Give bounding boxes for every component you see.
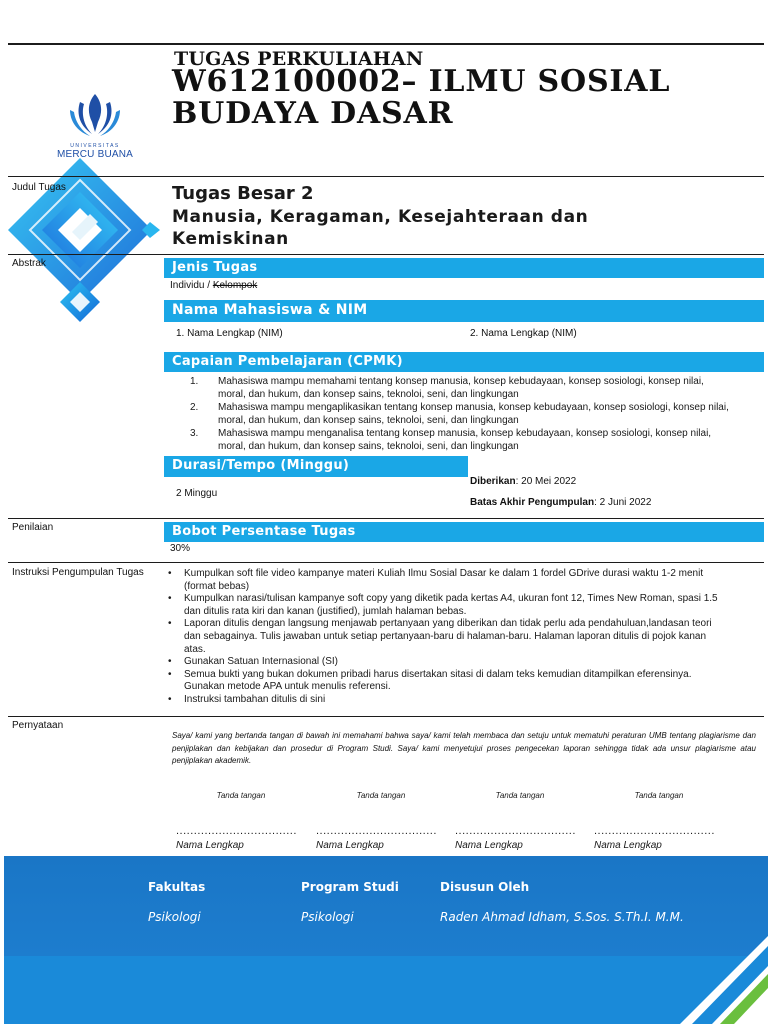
instruksi-text: Kumpulkan soft file video kampanye materi Kuliah Ilmu Sosial Dasar ke dalam 1 fordel GDrive durasi waktu 1-2 menit [184,568,704,579]
diamond-decoration [0,150,170,340]
logo-university-small: UNIVERSITAS [70,143,120,149]
durasi-value: 2 Minggu [176,488,218,499]
list-item [190,427,762,453]
list-item [168,694,764,707]
batas-value: : 2 Juni 2022 [594,497,652,508]
cpmk-heading: Capaian Pembelajaran (CPMK) [164,352,764,372]
course-title-line2: BUDAYA DASAR [172,96,454,131]
signature-line: .................................. [176,825,297,837]
abstrak-rule [8,254,764,255]
footer [4,856,768,1024]
mahasiswa-entry-2: 2. Nama Lengkap (NIM) [470,328,577,339]
cpmk-num: 2. [190,402,199,413]
label-pernyataan: Pernyataan [12,720,64,731]
university-logo [48,92,142,164]
pernyataan-rule [8,716,764,717]
fakultas-label: Fakultas [148,880,206,894]
diberikan-value: : 20 Mei 2022 [515,476,577,487]
list-item [168,656,764,669]
instruksi-text: Gunakan metode APA untuk menulis referensi. [184,681,391,693]
cpmk-text: Mahasiswa mampu menganalisa tentang konsep manusia, konsep kebudayaan, konsep sosiologi, konsep nilai, [218,428,712,439]
list-item [168,669,764,694]
corner-logo-icon [678,936,768,1024]
jenis-kelompok: Kelompok [212,280,258,291]
diberikan-line [470,476,576,487]
signature-caption: Tanda tangan [216,791,266,800]
signature-block-1 [176,791,306,851]
signature-name: Nama Lengkap [316,840,384,851]
instruksi-text: Semua bukti yang bukan dokumen pribadi harus disertakan sitasi di dalam teks kemudian ditampilkan eferensinya. [184,668,692,680]
label-instruksi: Instruksi Pengumpulan Tugas [12,567,144,578]
cpmk-num: 3. [190,428,199,439]
top-rule [8,43,764,45]
bullet-icon: • [168,593,172,605]
pernyataan-text: Saya/ kami yang bertanda tangan di bawah ini memahami bahwa saya/ kami telah membaca dan setuju untuk mematuhi peraturan UMB tentang plagiarisme dan penjiplakan dan kebijakan dan prosedur di Program Studi. Saya/ kami menyetujui proses pengecekan laporan sehingga tidak ada unsur plagiarisme atau penjiplakan akademik. [172,731,756,765]
signature-caption: Tanda tangan [356,791,406,800]
instruksi-text: Kumpulkan narasi/tulisan kampanye soft copy yang diketik pada kertas A4, ukuran font 12, Times New Roman, spasi 1.5 [184,593,718,605]
task-subtitle-line2: Kemiskinan [172,229,289,249]
instruksi-text: Instruksi tambahan ditulis di sini [184,693,326,705]
jenis-individu: Individu / [170,280,213,291]
judul-rule [8,176,764,177]
logo-university-name: MERCU BUANA [56,149,134,160]
prodi-value: Psikologi [301,910,354,924]
bobot-value: 30% [170,543,191,554]
assignment-label: TUGAS PERKULIAHAN [174,48,424,70]
durasi-heading: Durasi/Tempo (Minggu) [164,456,468,477]
cpmk-text: Mahasiswa mampu memahami tentang konsep manusia, konsep kebudayaan, konsep sosiologi, konsep nilai, [218,376,704,387]
signature-block-3 [455,791,585,851]
jenis-value [170,280,257,291]
bullet-icon: • [168,568,172,579]
instruksi-rule [8,562,764,563]
instruksi-text: (format bebas) [184,580,250,592]
cpmk-num: 1. [190,376,199,387]
disusun-label: Disusun Oleh [440,880,530,894]
signature-name: Nama Lengkap [455,840,523,851]
instruksi-text: dan sebagainya. Tulis jawaban untuk setiap pertanyaan-baru di halaman-baru. Halaman laporan ditulis di pojok kanan [184,630,707,642]
fakultas-value: Psikologi [148,910,201,924]
bullet-icon: • [168,693,172,705]
signature-caption: Tanda tangan [634,791,684,800]
diberikan-label: Diberikan [470,476,516,487]
label-penilaian: Penilaian [12,522,54,533]
course-title-line1: W612100002– ILMU SOSIAL [172,64,671,99]
cpmk-text: Mahasiswa mampu mengaplikasikan tentang konsep manusia, konsep kebudayaan, konsep sosiologi, konsep nilai, [218,402,729,413]
signature-caption: Tanda tangan [495,791,545,800]
signature-name: Nama Lengkap [176,840,244,851]
label-judul: Judul Tugas [12,182,66,193]
instruksi-list [168,568,764,707]
cpmk-text: moral, dan hukum, dan konsep sains, teknoloi, seni, dan lingkungan [218,441,519,452]
label-abstrak: Abstrak [12,258,46,269]
batas-label: Batas Akhir Pengumpulan [470,497,595,508]
bullet-icon: • [168,656,172,668]
bullet-icon: • [168,668,172,680]
footer-bottom-band [4,956,768,1024]
list-item [190,375,762,401]
task-subtitle-line1: Manusia, Keragaman, Kesejahteraan dan [172,207,589,227]
batas-line [470,497,651,508]
jenis-heading: Jenis Tugas [164,258,764,278]
list-item [168,618,764,656]
list-item [168,593,764,618]
mahasiswa-entry-1: 1. Nama Lengkap (NIM) [176,328,283,339]
cpmk-text: moral, dan hukum, dan konsep sains, teknoloi, seni, dan lingkungan [218,389,519,400]
logo-mark-icon [48,92,142,138]
footer-band [4,856,768,956]
list-item [168,568,764,593]
cpmk-text: moral, dan hukum, dan konsep sains, teknoloi, seni, dan lingkungan [218,415,519,426]
prodi-label: Program Studi [301,880,399,894]
mahasiswa-heading: Nama Mahasiswa & NIM [164,300,764,322]
signature-block-4 [594,791,724,851]
instruksi-text: atas. [184,643,206,655]
cpmk-list [190,375,762,453]
signature-line: .................................. [594,825,715,837]
instruksi-text: Laporan ditulis dengan langsung menjawab pertanyaan yang diberikan dan tidak perlu ada pendahuluan,landasan teori [184,618,712,630]
disusun-value: Raden Ahmad Idham, S.Sos. S.Th.I. M.M. [440,910,684,924]
bobot-heading: Bobot Persentase Tugas [164,522,764,542]
bullet-icon: • [168,618,172,630]
signature-block-2 [316,791,446,851]
penilaian-rule [8,518,764,519]
instruksi-text: dan ditulis rata kiri dan kanan (justified), jumlah halaman bebas. [184,605,467,617]
task-title: Tugas Besar 2 [172,183,314,204]
list-item [190,401,762,427]
instruksi-text: Gunakan Satuan Internasional (SI) [184,656,338,668]
signature-line: .................................. [455,825,576,837]
signature-name: Nama Lengkap [594,840,662,851]
signature-line: .................................. [316,825,437,837]
